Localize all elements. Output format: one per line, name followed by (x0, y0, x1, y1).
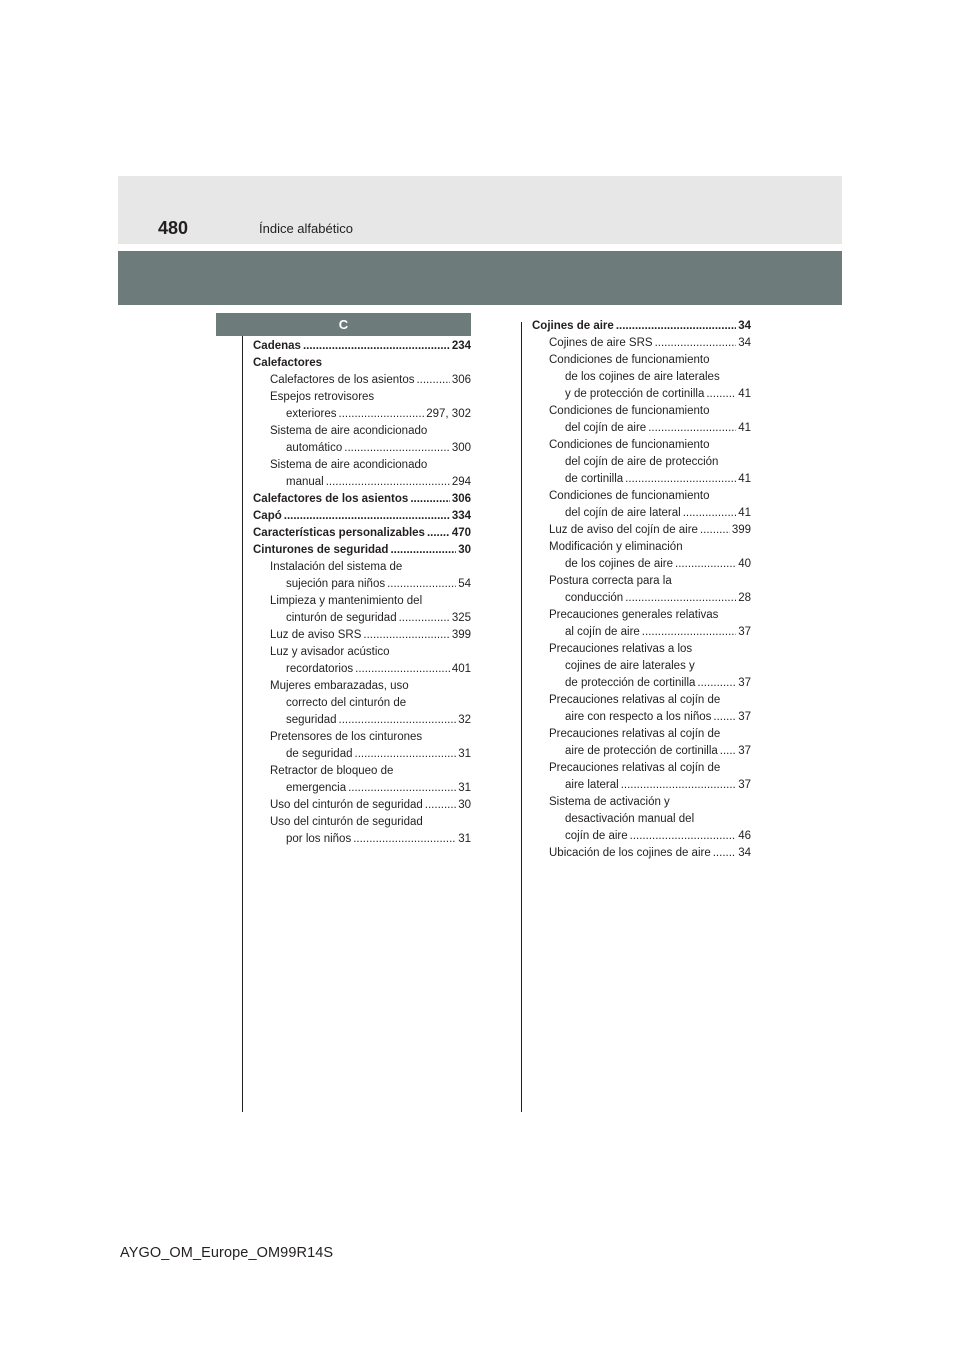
index-entry-page: 37 (738, 711, 751, 723)
index-entry (253, 457, 471, 474)
dot-leader (344, 440, 450, 457)
index-entry (253, 712, 471, 729)
index-entry-label: Ubicación de los cojines de aire (549, 847, 711, 859)
index-entry-page: 37 (738, 677, 751, 689)
index-entry (532, 386, 751, 403)
section-letter: C (338, 317, 349, 332)
index-entry-label: Luz de aviso del cojín de aire (549, 524, 698, 536)
index-entry-label: Precauciones relativas al cojín de (549, 694, 721, 706)
dot-leader (425, 797, 456, 814)
index-entry (532, 352, 751, 369)
index-entry-label: Condiciones de funcionamiento (549, 405, 710, 417)
dot-leader (355, 746, 457, 763)
index-entry (532, 658, 751, 675)
index-entry-label: conducción (565, 592, 624, 604)
index-entry-label: Postura correcta para la (549, 575, 672, 587)
index-entry-page: 30 (458, 799, 471, 811)
index-entry (253, 559, 471, 576)
index-entry (253, 542, 471, 559)
index-entry-label: Cojines de aire SRS (549, 337, 653, 349)
index-entry-page: 41 (738, 473, 751, 485)
index-entry (532, 539, 751, 556)
dot-leader (410, 491, 450, 508)
index-entry-label: automático (286, 442, 343, 454)
index-entry-label: Sistema de activación y (549, 796, 670, 808)
index-entry-label: por los niños (286, 833, 352, 845)
index-entry (253, 338, 471, 355)
index-entry-label: Calefactores de los asientos (253, 493, 409, 505)
dot-leader (625, 590, 736, 607)
index-entry (253, 491, 471, 508)
index-entry-label: Mujeres embarazadas, uso (270, 680, 409, 692)
index-entry-label: desactivación manual del (565, 813, 695, 825)
dot-leader (339, 712, 457, 729)
left-column-rule (242, 336, 243, 1112)
index-entry-label: cojines de aire laterales y (565, 660, 695, 672)
index-entry (532, 505, 751, 522)
index-entry-label: manual (286, 476, 324, 488)
dot-leader (697, 675, 736, 692)
index-entry-label: del cojín de aire (565, 422, 647, 434)
dot-leader (621, 777, 737, 794)
index-entry-label: de protección de cortinilla (565, 677, 696, 689)
index-entry-label: al cojín de aire (565, 626, 640, 638)
index-entry (532, 335, 751, 352)
index-entry-label: de seguridad (286, 748, 353, 760)
index-entry (253, 729, 471, 746)
index-entry (532, 675, 751, 692)
index-entry-label: Uso del cinturón de seguridad (270, 816, 423, 828)
header-dark-band (118, 251, 842, 305)
index-entry (532, 607, 751, 624)
index-entry-label: Precauciones relativas a los (549, 643, 693, 655)
index-entry (532, 488, 751, 505)
index-entry-page: 31 (458, 833, 471, 845)
index-entry-label: Precauciones generales relativas (549, 609, 719, 621)
index-entry (532, 437, 751, 454)
index-entry-label: Condiciones de funcionamiento (549, 354, 710, 366)
index-entry (253, 406, 471, 423)
dot-leader (648, 420, 736, 437)
dot-leader (326, 474, 450, 491)
dot-leader (399, 610, 450, 627)
index-entry-page: 40 (738, 558, 751, 570)
index-entry (253, 610, 471, 627)
index-entry-label: aire lateral (565, 779, 619, 791)
dot-leader (683, 505, 736, 522)
dot-leader (390, 542, 456, 559)
index-entry (253, 389, 471, 406)
index-entry-label: recordatorios (286, 663, 354, 675)
index-entry (253, 372, 471, 389)
index-entry-label: del cojín de aire de protección (565, 456, 719, 468)
index-entry-page: 54 (458, 578, 471, 590)
index-entry-page: 470 (451, 527, 471, 539)
dot-leader (720, 743, 736, 760)
index-entry (253, 763, 471, 780)
dot-leader (339, 406, 425, 423)
index-entry (532, 845, 751, 862)
index-entry-label: de los cojines de aire laterales (565, 371, 720, 383)
dot-leader (625, 471, 736, 488)
index-entry (253, 355, 471, 372)
index-entry-label: aire de protección de cortinilla (565, 745, 718, 757)
index-entry (532, 590, 751, 607)
index-entry-page: 300 (451, 442, 471, 454)
index-entry-page: 306 (451, 374, 471, 386)
index-entry-label: Instalación del sistema de (270, 561, 403, 573)
index-entry-page: 37 (738, 626, 751, 638)
index-entry (253, 576, 471, 593)
index-entry-label: Cinturones de seguridad (253, 544, 389, 556)
index-entry (532, 709, 751, 726)
index-entry-label: Limpieza y mantenimiento del (270, 595, 423, 607)
index-entry-page: 399 (731, 524, 751, 536)
dot-leader (706, 386, 736, 403)
index-entry-page: 31 (458, 748, 471, 760)
dot-leader (630, 828, 737, 845)
index-entry (253, 508, 471, 525)
index-entry-page: 297, 302 (426, 408, 471, 420)
index-column-right (532, 318, 751, 862)
index-entry-label: sujeción para niños (286, 578, 386, 590)
index-entry (253, 797, 471, 814)
index-entry-page: 30 (458, 544, 471, 556)
index-entry-page: 234 (451, 340, 471, 352)
index-entry-page: 34 (738, 320, 751, 332)
index-entry-label: Luz de aviso SRS (270, 629, 362, 641)
index-entry-page: 325 (451, 612, 471, 624)
index-entry-page: 37 (738, 745, 751, 757)
index-entry-page: 37 (738, 779, 751, 791)
dot-leader (284, 508, 450, 525)
index-entry (253, 474, 471, 491)
index-entry-label: exteriores (286, 408, 337, 420)
index-entry-label: Retractor de bloqueo de (270, 765, 394, 777)
index-entry-label: del cojín de aire lateral (565, 507, 681, 519)
index-entry-label: de los cojines de aire (565, 558, 674, 570)
index-entry-page: 34 (738, 337, 751, 349)
header-band (118, 176, 842, 244)
index-entry-page: 46 (738, 830, 751, 842)
index-entry (532, 624, 751, 641)
index-entry-label: aire con respecto a los niños (565, 711, 712, 723)
index-entry (253, 644, 471, 661)
dot-leader (387, 576, 456, 593)
index-entry (532, 420, 751, 437)
index-entry (253, 695, 471, 712)
index-entry (253, 593, 471, 610)
index-entry (532, 811, 751, 828)
index-entry (253, 440, 471, 457)
dot-leader (303, 338, 450, 355)
index-entry (532, 777, 751, 794)
index-entry (253, 780, 471, 797)
page-title: Índice alfabético (259, 221, 353, 236)
index-entry-page: 306 (451, 493, 471, 505)
index-entry-label: Capó (253, 510, 282, 522)
right-column-rule (521, 322, 522, 1112)
index-entry-label: Sistema de aire acondicionado (270, 459, 428, 471)
index-entry-page: 41 (738, 422, 751, 434)
index-entry-label: seguridad (286, 714, 337, 726)
index-entry-page: 41 (738, 507, 751, 519)
index-entry-page: 401 (451, 663, 471, 675)
index-entry-label: de cortinilla (565, 473, 624, 485)
index-entry-page: 34 (738, 847, 751, 859)
index-entry-label: Calefactores de los asientos (270, 374, 415, 386)
index-entry-label: Luz y avisador acústico (270, 646, 390, 658)
section-letter-tab (216, 313, 471, 336)
dot-leader (353, 831, 456, 848)
index-entry-page: 334 (451, 510, 471, 522)
index-entry-label: correcto del cinturón de (286, 697, 407, 709)
index-entry (253, 661, 471, 678)
footer-document-id: AYGO_OM_Europe_OM99R14S (120, 1245, 334, 1261)
index-entry (532, 454, 751, 471)
dot-leader (416, 372, 449, 389)
index-entry-label: cinturón de seguridad (286, 612, 397, 624)
index-entry (532, 556, 751, 573)
index-entry-page: 28 (738, 592, 751, 604)
index-entry (532, 726, 751, 743)
index-entry (532, 743, 751, 760)
index-entry-label: Características personalizables (253, 527, 425, 539)
index-column-left (253, 338, 471, 848)
index-entry-label: Espejos retrovisores (270, 391, 375, 403)
index-entry-label: Precauciones relativas al cojín de (549, 762, 721, 774)
index-entry-page: 399 (451, 629, 471, 641)
index-entry-page: 31 (458, 782, 471, 794)
index-entry (532, 522, 751, 539)
index-entry-label: Condiciones de funcionamiento (549, 490, 710, 502)
index-entry (532, 573, 751, 590)
index-entry-label: Cadenas (253, 340, 301, 352)
dot-leader (427, 525, 450, 542)
index-entry (253, 831, 471, 848)
index-entry (253, 525, 471, 542)
dot-leader (700, 522, 730, 539)
dot-leader (363, 627, 449, 644)
index-entry-label: Uso del cinturón de seguridad (270, 799, 423, 811)
index-entry (532, 641, 751, 658)
index-entry (532, 760, 751, 777)
index-entry-page: 32 (458, 714, 471, 726)
index-entry (253, 678, 471, 695)
dot-leader (348, 780, 456, 797)
index-entry (532, 828, 751, 845)
index-entry (532, 369, 751, 386)
dot-leader (675, 556, 736, 573)
index-entry (253, 423, 471, 440)
index-entry (253, 627, 471, 644)
index-entry (532, 692, 751, 709)
index-entry-label: y de protección de cortinilla (565, 388, 705, 400)
index-entry-label: Cojines de aire (532, 320, 614, 332)
dot-leader (713, 709, 736, 726)
index-entry (532, 318, 751, 335)
index-entry (253, 746, 471, 763)
index-entry-page: 294 (451, 476, 471, 488)
index-entry-label: Condiciones de funcionamiento (549, 439, 710, 451)
index-entry-label: cojín de aire (565, 830, 628, 842)
index-entry-label: Modificación y eliminación (549, 541, 683, 553)
page-number: 480 (158, 218, 189, 238)
dot-leader (655, 335, 737, 352)
index-entry-label: Pretensores de los cinturones (270, 731, 423, 743)
index-entry (253, 814, 471, 831)
index-entry-page: 41 (738, 388, 751, 400)
index-entry (532, 471, 751, 488)
index-entry-label: Calefactores (253, 357, 323, 369)
index-entry (532, 794, 751, 811)
dot-leader (713, 845, 736, 862)
index-entry-label: Sistema de aire acondicionado (270, 425, 428, 437)
dot-leader (616, 318, 736, 335)
index-entry (532, 403, 751, 420)
index-entry-label: Precauciones relativas al cojín de (549, 728, 721, 740)
dot-leader (355, 661, 450, 678)
dot-leader (642, 624, 736, 641)
index-entry-label: emergencia (286, 782, 347, 794)
